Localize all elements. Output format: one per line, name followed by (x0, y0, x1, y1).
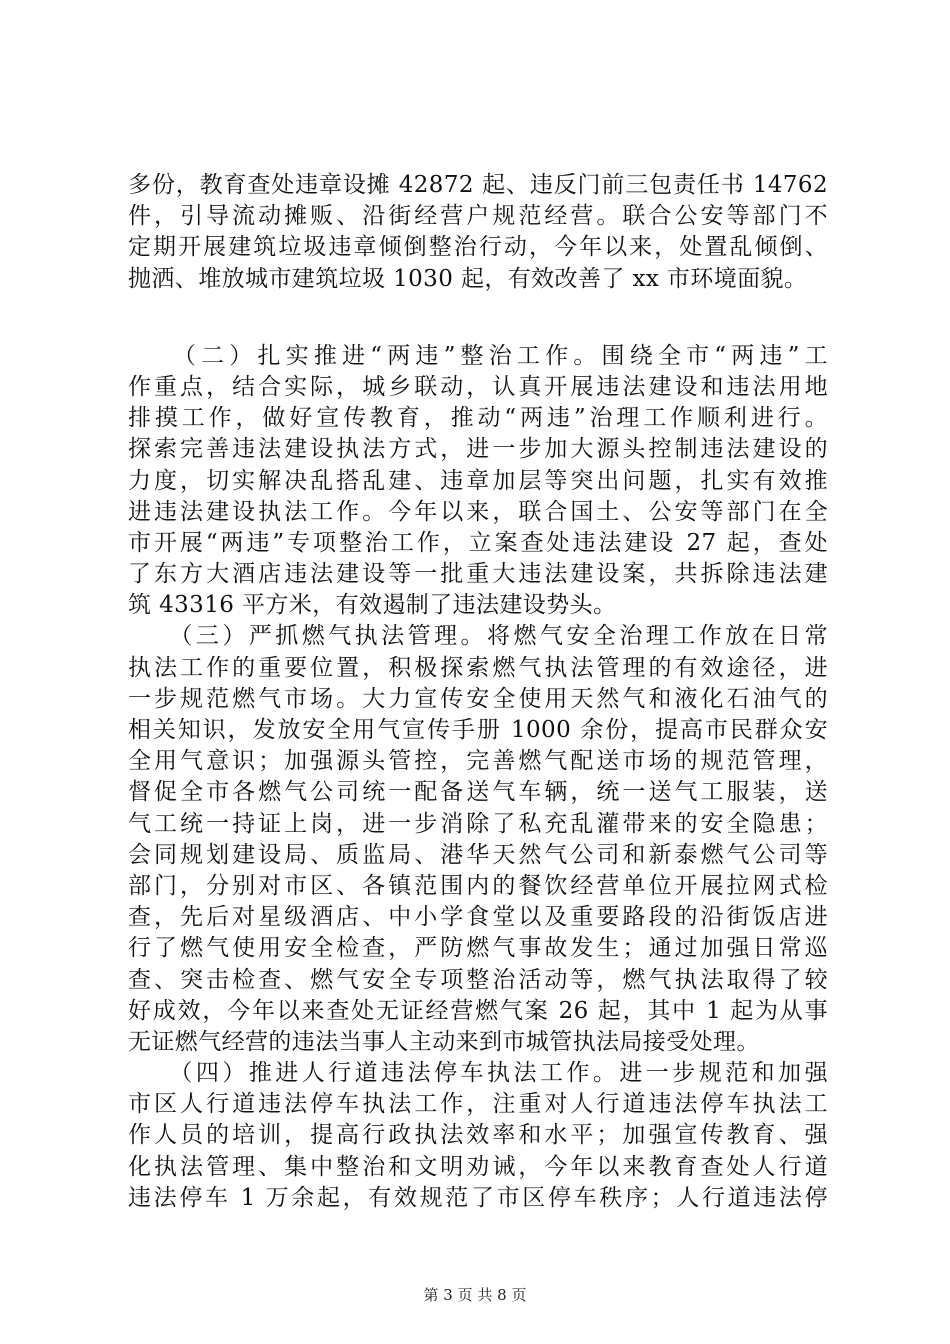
text-line: （四）推进人行道违法停车执法工作。进一步规范和加强 (128, 1060, 828, 1087)
text-line: （三）严抓燃气执法管理。将燃气安全治理工作放在日常 (128, 623, 828, 650)
text-line: 进违法建设执法工作。今年以来，联合国土、公安等部门在全 (128, 498, 828, 525)
text-line: 筑 43316 平方米，有效遏制了违法建设势头。 (128, 592, 617, 619)
document-body (128, 170, 828, 1214)
text-line: 会同规划建设局、质监局、港华天然气公司和新泰燃气公司等 (128, 841, 828, 868)
text-line: 件，引导流动摊贩、沿街经营户规范经营。联合公安等部门不 (128, 203, 828, 230)
text-line: 执法工作的重要位置，积极探索燃气执法管理的有效途径，进 (128, 654, 828, 681)
page-number-label: 第 3 页 共 8 页 (423, 1286, 527, 1304)
text-line: 了东方大酒店违法建设等一批重大违法建设案，共拆除违法建 (128, 561, 828, 588)
text-line: 一步规范燃气市场。大力宣传安全使用天然气和液化石油气的 (128, 685, 828, 712)
text-line: 多份，教育查处违章设摊 42872 起、违反门前三包责任书 14762 (128, 172, 828, 198)
paragraph-2 (128, 341, 828, 622)
paragraph-1 (128, 170, 828, 295)
text-line: 市开展“两违”专项整治工作，立案查处违法建设 27 起，查处 (128, 529, 828, 556)
text-line: 无证燃气经营的违法当事人主动来到市城管执法局接受处理。 (128, 1028, 760, 1055)
text-line: 好成效，今年以来查处无证经营燃气案 26 起，其中 1 起为从事 (128, 997, 828, 1024)
text-line: 排摸工作，做好宣传教育，推动“两违”治理工作顺利进行。 (128, 405, 828, 432)
text-line: 作人员的培训，提高行政执法效率和水平；加强宣传教育、强 (128, 1122, 828, 1149)
text-line: 化执法管理、集中整治和文明劝诫，今年以来教育查处人行道 (128, 1153, 828, 1180)
text-line: 作重点，结合实际，城乡联动，认真开展违法建设和违法用地 (128, 373, 828, 400)
text-line: 气工统一持证上岗，进一步消除了私充乱灌带来的安全隐患； (128, 810, 828, 837)
text-line: 定期开展建筑垃圾违章倾倒整治行动，今年以来，处置乱倾倒、 (128, 234, 828, 261)
paragraph-gap (128, 295, 828, 341)
text-line: 探索完善违法建设执法方式，进一步加大源头控制违法建设的 (128, 436, 828, 463)
text-line: 查、突击检查、燃气安全专项整治活动等，燃气执法取得了较 (128, 966, 828, 993)
text-line: 力度，切实解决乱搭乱建、违章加层等突出问题，扎实有效推 (128, 467, 828, 494)
text-line: 相关知识，发放安全用气宣传手册 1000 余份，提高市民群众安 (128, 717, 828, 743)
text-line: 部门，分别对市区、各镇范围内的餐饮经营单位开展拉网式检 (128, 872, 828, 899)
text-line: 抛洒、堆放城市建筑垃圾 1030 起，有效改善了 xx 市环境面貌。 (128, 265, 808, 292)
text-line: 督促全市各燃气公司统一配备送气车辆，统一送气工服装，送 (128, 779, 828, 806)
text-line: 违法停车 1 万余起，有效规范了市区停车秩序；人行道违法停 (128, 1184, 828, 1211)
text-line: 市区人行道违法停车执法工作，注重对人行道违法停车执法工 (128, 1091, 828, 1118)
text-line: 查，先后对星级酒店、中小学食堂以及重要路段的沿街饭店进 (128, 904, 828, 931)
text-line: 全用气意识；加强源头管控，完善燃气配送市场的规范管理， (128, 748, 828, 775)
page-footer (0, 1284, 950, 1305)
text-line: 行了燃气使用安全检查，严防燃气事故发生；通过加强日常巡 (128, 935, 828, 962)
paragraph-4 (128, 1058, 828, 1214)
paragraph-3 (128, 621, 828, 1058)
text-line: （二）扎实推进“两违”整治工作。围绕全市“两违”工 (128, 342, 828, 369)
